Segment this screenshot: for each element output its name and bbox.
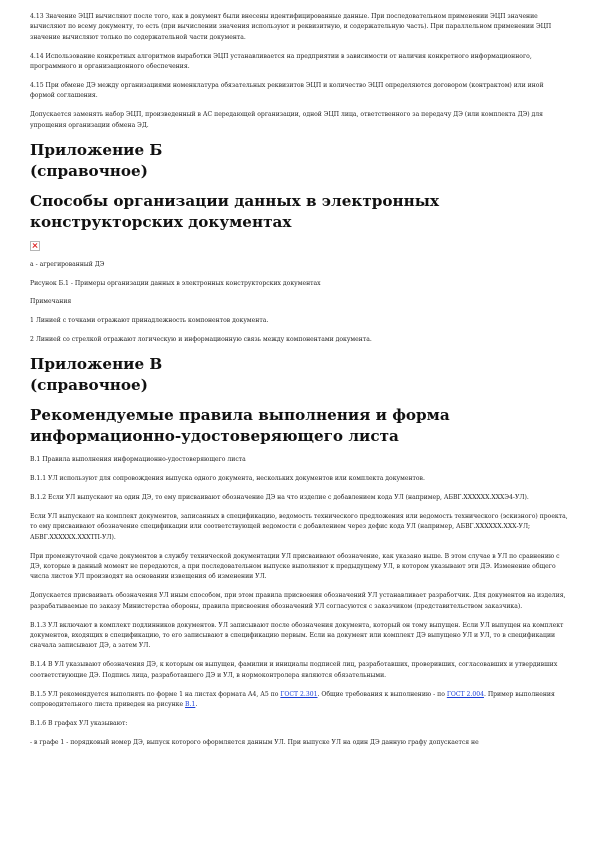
paragraph-v1-1: В.1.1 УЛ используют для сопровождения выпуска одного документа, нескольких документов или комплекта документов.: [30, 475, 425, 483]
paragraph-v1-5-text-d: .: [195, 701, 198, 709]
figure-v1-link[interactable]: В.1: [185, 701, 196, 709]
note-2: 2 Линией со стрелкой отражают логическую и информационную связь между компонентами документа.: [30, 336, 372, 344]
gost-2-301-link[interactable]: ГОСТ 2.301: [280, 690, 318, 698]
paragraph-v1-6: В.1.6 В графах УЛ указывают:: [30, 720, 128, 727]
paragraph-v1-2-kit: Если УЛ выпускают на комплект документов, записанных в спецификацию, ведомость технического предложения или ведомость технического (эскизного) проекта, то ему присваивают обозначение спецификации или соответствующей ведомости с добавлением через дефис кода УЛ (например, АБВГ.ХХХХХХ.ХХХ-УЛ; АБВГ.ХХХХХХ.ХХХТП-УЛ).: [30, 512, 568, 541]
paragraph-v1-5-text-b: . Общие требования к выполнению - по: [317, 690, 447, 698]
paragraph-4-13: 4.13 Значение ЭЦП вычисляют после того, как в документ были внесены идентифицированные данные. При последовательном применении ЭЦП значение вычисляют по всему документу, то есть (при вычислении значения используют и реквизитную, и содержательную часть). При параллельном применении ЭЦП значение вычисляют только по содержательной части документа.: [30, 13, 552, 41]
paragraph-v1: В.1 Правила выполнения информационно-удостоверяющего листа: [30, 456, 246, 464]
gost-2-004-link[interactable]: ГОСТ 2.004: [446, 690, 484, 698]
image-caption: а - агрегированный ДЭ: [30, 260, 105, 268]
appendix-v-heading-line1: Приложение В: [30, 355, 163, 374]
broken-image-icon: [30, 241, 40, 251]
appendix-b-title: Способы организации данных в электронных конструкторских документах: [30, 191, 440, 231]
paragraph-other-designation: Допускается присваивать обозначения УЛ иным способом, при этом правила присвоения обозначений УЛ устанавливает разработчик. Для документов на изделия, разрабатываемые по заказу Министерства обороны, правила присвоения обозначений УЛ согласуются с заказчиком (представительством заказчика).: [30, 592, 566, 610]
appendix-v-heading-line2: (справочное): [30, 376, 148, 395]
paragraph-column-1: - в графе 1 - порядковый номер ДЭ, выпуск которого оформляется данным УЛ. При выпуске УЛ на один ДЭ данную графу допускается не: [30, 738, 479, 746]
paragraph-v1-2: В.1.2 Если УЛ выпускают на один ДЭ, то ему присваивают обозначение ДЭ на что изделие с добавлением кода УЛ (например, АБВГ.ХХХХХХ.ХХХЭ4-УЛ).: [30, 494, 529, 501]
paragraph-intermediate-delivery: При промежуточной сдаче документов в службу технической документации УЛ присваивают обозначение, как указано выше. В этом случае в УЛ по сравнению с ДЭ, которые в данный момент не передаются, а при последовательном выпуске выполняют к предыдущему УЛ, в котором указывают эти ДЭ. Изменение общего числа листов УЛ производят на основании извещения об изменении УЛ.: [30, 552, 560, 581]
paragraph-v1-5-text-a: В.1.5 УЛ рекомендуется выполнять по форме 1 на листах формата А4, А5 по: [30, 690, 281, 698]
appendix-v-heading: [30, 354, 570, 396]
paragraph-v1-3: В.1.3 УЛ включают в комплект подлинников документов. УЛ записывают после обозначения документа, который он тому выпущен. Если УЛ выпущен на комплект документов, входящих в спецификацию, то его записывают в спецификацию первым. Если на документ или комплект ДЭ выпущено УЛ и УЛ, то в спецификации сначала записывают ДЭ, а затем УЛ.: [30, 621, 564, 650]
paragraph-v1-4: В.1.4 В УЛ указывают обозначения ДЭ, к которым он выпущен, фамилии и инициалы подписей лиц, разработавших, проверивших, согласовавших и утвердивших соответствующие ДЭ. Подпись лица, разработавшего ДЭ и УЛ, в нормоконтролера являются обязательными.: [30, 661, 558, 679]
appendix-b-heading: [30, 140, 570, 182]
paragraph-4-15: 4.15 При обмене ДЭ между организациями номенклатура обязательных реквизитов ЭЦП и количество ЭЦП определяются договором (контрактом) или иной формой соглашения.: [30, 82, 544, 100]
appendix-v-title: Рекомендуемые правила выполнения и форма информационно-удостоверяющего листа: [30, 406, 450, 446]
notes-label: Примечания: [30, 298, 72, 306]
paragraph-replace-signature: Допускается заменять набор ЭЦП, произведенный в АС передающей организации, одной ЭЦП лица, ответственного за передачу ДЭ (или комплекта ДЭ) для упрощения организации обмена ЭД.: [30, 111, 544, 129]
appendix-b-heading-line1: Приложение Б: [30, 140, 163, 159]
note-1: 1 Линией с точками отражают принадлежность компонентов документа.: [30, 317, 269, 325]
paragraph-4-14: 4.14 Использование конкретных алгоритмов выработки ЭЦП устанавливается на предприятии в зависимости от наличия конкретного информационного, программного и организационного обеспечения.: [30, 52, 532, 71]
appendix-b-heading-line2: (справочное): [30, 161, 148, 180]
paragraph-v1-5-text-c: . Пример выполнения сопроводительного листа приведен на рисунке: [30, 690, 555, 709]
paragraph-v1-5: [30, 690, 570, 711]
figure-caption-b1: Рисунок Б.1 - Примеры организации данных в электронных конструкторских документах: [30, 279, 321, 287]
document-page: [30, 12, 570, 757]
